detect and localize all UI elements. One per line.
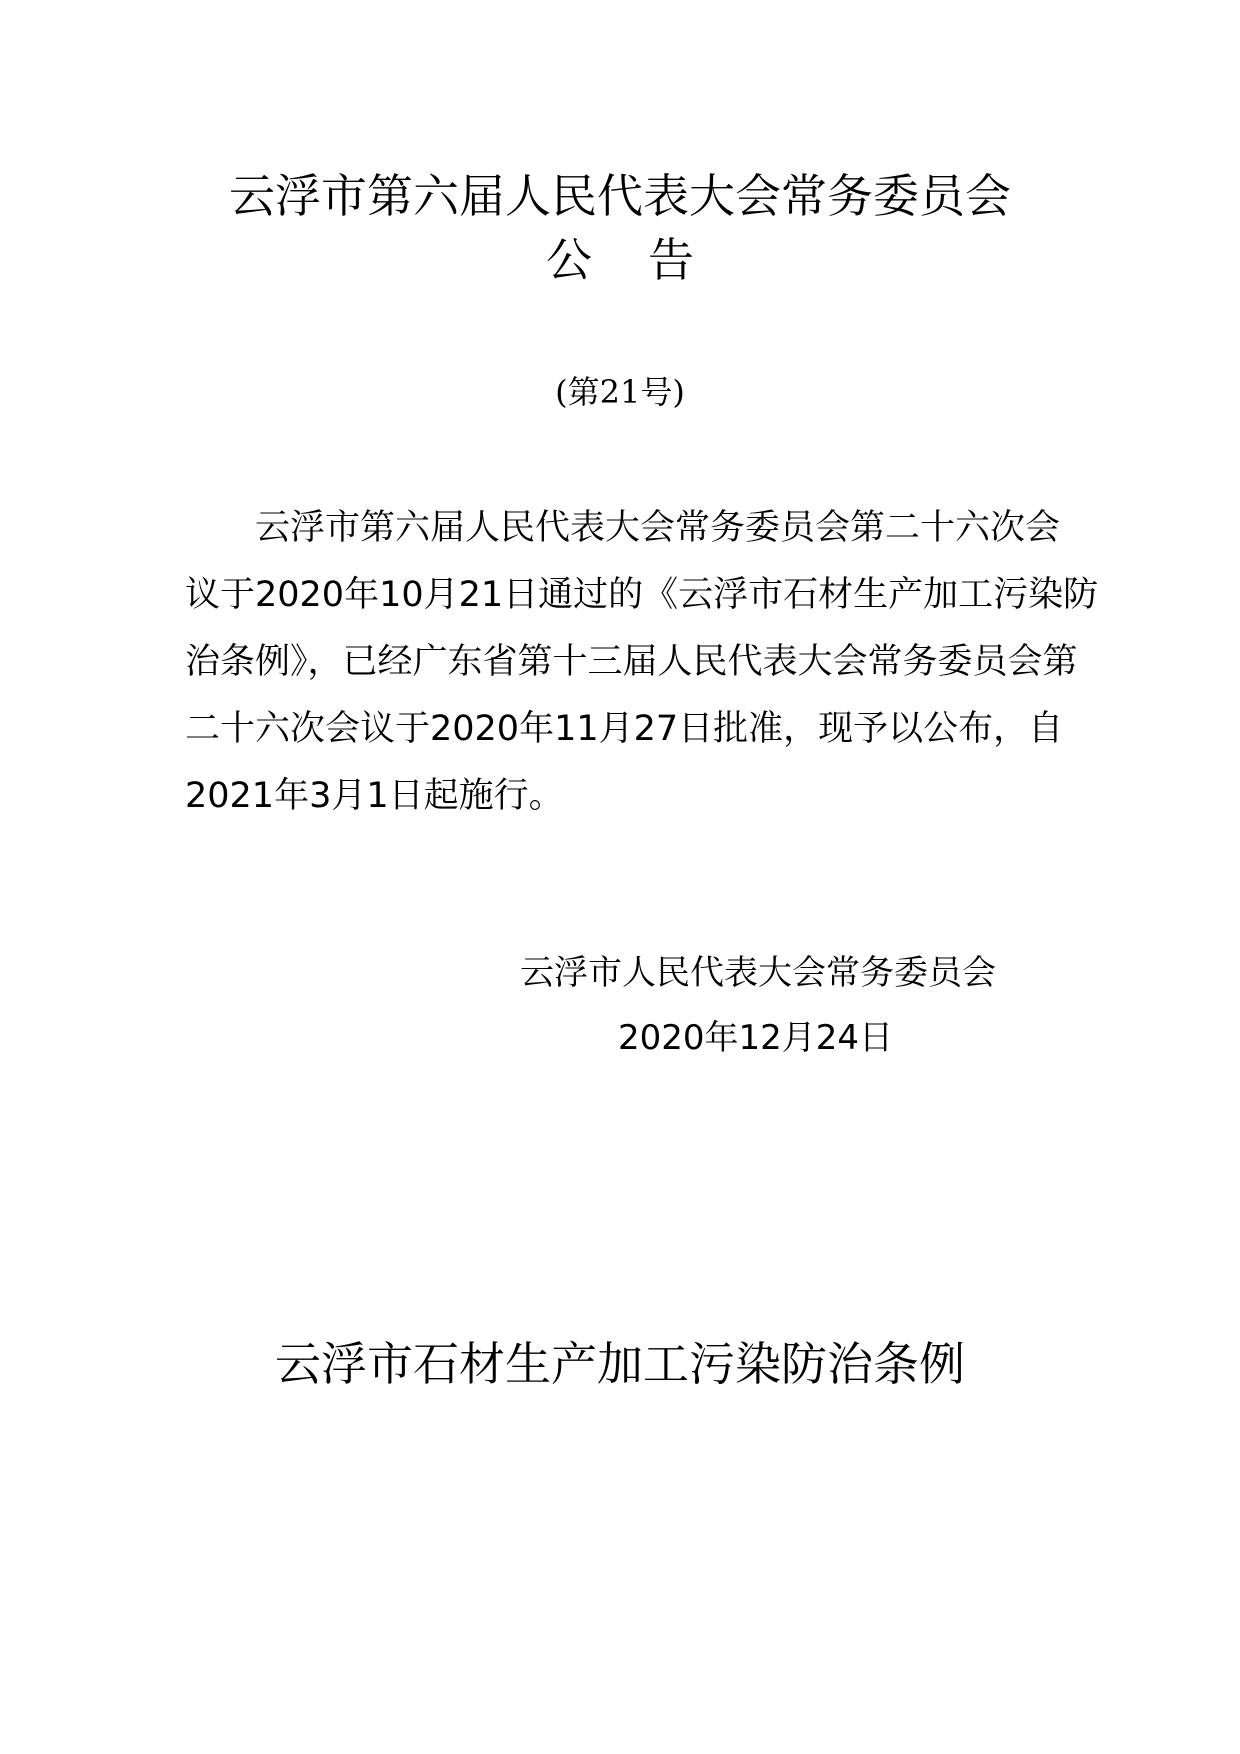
regulation-title: 云浮市石材生产加工污染防治条例 [275, 1337, 965, 1391]
announcement-body [185, 495, 1099, 830]
announcement-heading [0, 232, 1240, 288]
body-line-5: 2021年3月1日起施行。 [185, 776, 564, 816]
announcement-heading-char-2: 告 [648, 233, 694, 287]
body-line-3: 治条例》，已经广东省第十三届人民代表大会常务委员会第 [185, 642, 1078, 682]
body-line-2: 议于2020年10月21日通过的《云浮市石材生产加工污染防 [185, 575, 1099, 615]
body-line-1: 云浮市第六届人民代表大会常务委员会第二十六次会 [255, 508, 1061, 548]
document-number: (第21号) [555, 373, 685, 411]
signature-date: 2020年12月24日 [618, 1018, 894, 1058]
announcement-issuer-title: 云浮市第六届人民代表大会常务委员会 [229, 169, 1011, 223]
body-line-4: 二十六次会议于2020年11月27日批准，现予以公布，自 [185, 709, 1064, 749]
signature-organization: 云浮市人民代表大会常务委员会 [520, 953, 996, 993]
announcement-heading-char-1: 公 [546, 233, 592, 287]
